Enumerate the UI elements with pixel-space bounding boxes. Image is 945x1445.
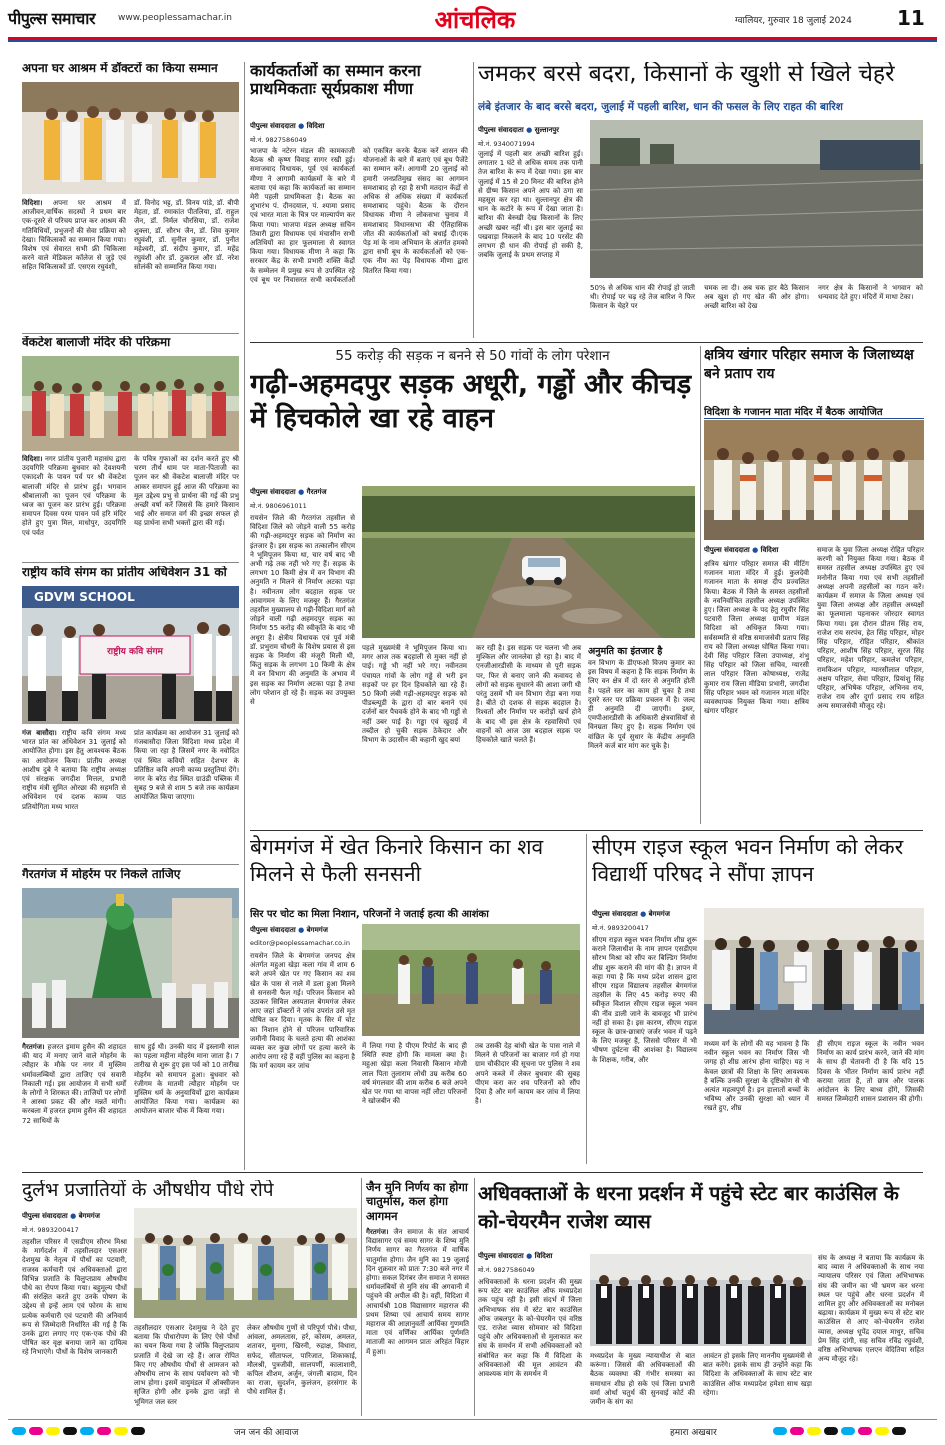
body-col1: जुलाई में पहली बार अच्छी बारिश हुई। लगातार 1 घंटे से अधिक समय तक पानी तेज बारिश के रूप में देखा गया। इस बार जुलाई में 15 से 20 मिनट की बारिश होने से ग्रीष्म किसान अपने आप को ठगा सा महसूस कर रहा था। सुल्तानपुर क्षेत्र की धान के कटोरे के रूप में देखा जाता है। बारिश की बेरुखी देख किसानों के लिए अच्छी खबर नहीं थी। इस बार जुलाई का पखवाड़ा निकलने के बाद 10 परसेंट की लगभग ही धान की रोपाई हो सकी है, जबकि जुलाई के प्रथम सप्ताह में [478, 150, 583, 260]
mobile-number: मो.नं. 9827586049 [250, 136, 307, 144]
byline-source: पीपुल्स संवाददाता [478, 126, 524, 134]
byline-dot-icon: ● [526, 1252, 533, 1260]
body-col2: समाज के युवा जिला अध्यक्ष रोहित परिहार करणी को नियुक्त किया गया। बैठक में समस्त तहसील अध्यक्ष उपस्थित हुए एवं मनोनीत किया गया एवं सभी तहसीलों अध्यक्ष अपनी तहसीलों का गठन करें। कार्यक्रम में समाज के जिला अध्यक्ष एवं युवा जिला अध्यक्ष और तहसील अध्यक्षों का फूलमाला पहनाकर जोरदार स्वागत किया गया। इस दौरान प्रीतम सिंह राय, राजेश राय सरपंच, हेत सिंह परिहार, मोहर सिंह परिहार, रोहित परिहार, श्रीकांत परिहार, आशीष सिंह परिहार, सूरज सिंह परिहार, महेश परिहार, कमलेश परिहार, रामकिशन परिहार, ग्यारसीलाल परिहार, अक्षय परिहार, सेवा परिहार, प्रियांशु सिंह परिहार, अभिषेक परिहार, अभिनव राय, राजेश राय और दुर्गा प्रसाद राय सहित अन्य समाजसेवी मौजूद रहे। [817, 546, 924, 711]
divider [22, 333, 239, 334]
dateline: गैरतगंज। [22, 1043, 45, 1051]
body-col2: प्रांत कार्यक्रम का आयोजन 31 जुलाई को गंजबासौदा जिला विदिशा मध्य प्रदेश में किया जा रहा है जिसमें नगर के नवोदित एवं स्थित कवियों सहित देशभर के प्रतिष्ठित कवि अपनी काव्य प्रस्तुतियां देंगे। नगर के बरेठ रोड स्थित ग्राउंडी पब्लिक में सुबह 9 बजे से शाम 5 बजे तक कार्यक्रम आयोजित किया जाएगा। [134, 729, 239, 802]
divider [250, 830, 923, 831]
mobile-number: मो.नं. 9893200417 [22, 1226, 79, 1234]
column-rule [244, 62, 245, 1170]
mobile-number: मो.नं. 9340071994 [478, 140, 535, 148]
dateline: गंज बासौदा। [22, 729, 57, 737]
footer-rule [8, 1419, 937, 1420]
headline: दुर्लभ प्रजातियों के औषधीय पौधे रोपे [22, 1180, 274, 1201]
photo-muharram [22, 888, 239, 1038]
byline [478, 1252, 552, 1261]
headline: कार्यकर्ताओं का सम्मान करना प्राथमिकताः सूर्यप्रकाश मीणा [250, 62, 421, 98]
headline: क्षत्रिय खंगार परिहार समाज के जिलाध्यक्ष बने प्रताप राय [704, 347, 914, 382]
byline-place: बेगमगंज [78, 1212, 100, 1220]
photo-plants [134, 1208, 357, 1318]
byline-source: पीपुल्स संवाददाता [704, 546, 750, 554]
column-rule [361, 1178, 362, 1416]
mobile-number: मो.नं. 9893200417 [592, 924, 649, 932]
article-cmrise [592, 834, 924, 1166]
body-text: अपना घर आश्रम में आजीवन,वार्षिक सदस्यों ने प्रथम बार एक-दूसरे से परिचय प्राप्त कर आश्रम की गतिविधियों, प्रभुजनों की सेवा प्रक्रिया को देखा। चिकित्सकों का सम्मान किया गया। विशेष एवं सेवारत सभी फ्री चिकित्सा करने वाले मेडिकल कॉलेज से जुड़े एवं सहित चिकित्सकों डॉ. एसएस रघुवंशी, [22, 199, 126, 272]
body-col1: अधिवक्ताओं के धरना प्रदर्शन की मुख्य रूप स्टेट बार काउंसिल ऑफ मध्यप्रदेश तक पहुंच रही है। इसी संदर्भ में जिला अभिभाषक संघ में स्टेट बार काउंसिल ऑफ जबलपुर के को-चेयरमैन एवं वरिष्ठ एड. राजेश व्यास सोमवार को विदिशा पहुंचे और अधिवक्ताओं से मुलाकात कर संघ के समर्थन में सभी अधिवक्ताओं को संबोधित कर कहा कि मैं विदिशा के अधिवक्ताओं की मूल आवंटन की आवश्यक मांग के समर्थन में [478, 1278, 582, 1379]
box-title: अनुमति का इंतजार है [588, 646, 663, 657]
body-col2: डॉ. विनोद भट्ट, डॉ. विनय पांडे, डॉ. बीपी मेहता, डॉ. रमाकांत पीतलिया, डॉ. राहुल जैन, डॉ. निर्मल चौरसिया, डॉ. राजेश शुक्ला, डॉ. सौरभ जैन, डॉ. शिव कुमार रघुवंशी, डॉ. सुनील कुमार, डॉ. पुनीत महेश्वरी, डॉ. संदीप कुमार, डॉ. महेंद्र रघुवंशी और डॉ. ठुकराल और डॉ. नरेश सोलंकी को सम्मानित किया गया। [134, 199, 239, 272]
headline: राष्ट्रीय कवि संगम का प्रांतीय अधिवेशन 31 को [22, 566, 227, 579]
paper-name: पीपुल्स समाचार [8, 9, 95, 28]
headline: गैरतगंज में मोहर्रम पर निकले ताजिए [22, 868, 181, 881]
article-khangar [704, 346, 924, 826]
subhead: लंबे इंतजार के बाद बरसे बदरा, जुलाई में पहली बारिश, धान की फसल के लिए राहत की बारिश [478, 101, 843, 113]
headline: वेंकटेश बालाजी मंदिर की परिक्रमा [22, 336, 171, 349]
mobile-number: मो.नं. 9827586049 [478, 1266, 535, 1274]
body-col3: ही सीएम राइज स्कूल के नवीन भवन निर्माण का कार्य प्रारंभ करने, जाने की मांग के साथ ही चेतावनी दी है कि यदि 15 दिवस के भीतर निर्माण कार्य प्रारंभ नहीं कराया जाता है, तो छात्र और पालक आंदोलन के लिए बाध्य होंगे, जिसकी समस्त जिम्मेदारी शासन प्रशासन की होगी। [817, 1040, 924, 1104]
column-rule [700, 346, 701, 824]
section-title: आंचलिक [434, 6, 516, 34]
article-farmer [250, 834, 580, 1166]
column-rule [474, 1178, 475, 1416]
photo-rain [590, 120, 923, 278]
byline [250, 122, 324, 131]
byline-source: पीपुल्स संवाददाता [250, 488, 296, 496]
box-body: वन विभाग के डीएफओ विजय कुमार का इस विषय में कहना है कि सड़क निर्माण के लिए वन क्षेत्र में दो स्तर से अनुमति होती है। पहले स्तर का काम हो चुका है तथा दूसरे स्तर पर प्रक्रिया प्रचलन में है। जल्द ही अनुमति दी जाएगी। इधर, एमपीआरडीसी के अधिकारी क्षेत्रवासियों से विनम्रता किए हुए है। सड़क निर्माण एवं वांछित के पूर्व सुधार के केंद्रीय अनुमति मिलने कर्ज बार मांग कर चुके है। [588, 659, 695, 750]
photo-khangar [704, 420, 924, 540]
article-rain [478, 62, 923, 338]
footer [0, 1419, 945, 1445]
byline [478, 126, 559, 135]
headline: अधिवक्ताओं के धरना प्रदर्शन में पहुंचे स्टेट बार काउंसिल के को-चेयरमैन राजेश व्यास [478, 1182, 899, 1233]
headline: अपना घर आश्रम में डॉक्टरों का किया सम्मान [22, 62, 218, 75]
byline [250, 926, 328, 935]
dateline: विदिशा। [22, 455, 43, 463]
body-col1 [22, 1043, 126, 1168]
photo-doctors [22, 82, 239, 194]
article-road [250, 346, 695, 826]
photo-road [362, 486, 695, 638]
color-bar-right [773, 1427, 933, 1435]
byline-dot-icon: ● [526, 126, 533, 134]
photo-cmrise [704, 908, 924, 1034]
subhead: सिर पर चोट का मिला निशान, परिजनों ने जताई हत्या की आशंका [250, 909, 489, 920]
email: editor@peoplessamachar.co.in [250, 939, 350, 947]
body-col3: तब उसकी देह बांधी खेत के पास नाले में मिलने से परिजनों का बाजार गर्म हो गया ग्राम चौकीदार की सूचना पर पुलिस ने शव अपने कब्जे में लेकर बुधवार की सुबह पीएम करा कर शव परिजनों को सौंप दिया है और मर्ग कायम कर जांच में लिया है। [475, 1042, 580, 1106]
body-col3: कर रही है। इस सड़क पर चलना भी अब मुश्किल और जानलेवा हो रहा है। बाद में एनजीआरडीसी के माध्यम से पूरी सड़क पर, फिर से बनाए जाने की कवायद से लोगों को सड़क सुधारने की आशा जगी थी परंतु उसमें भी वन विभाग रोड़ा बना गया है। बीते दो दशक से सड़क बदहाल है। रिश्वतों और निर्माण पर करोड़ों खर्च होने के बाद भी इस क्षेत्र के रहवासियों एवं वाहनों को आज उस बदहाल सड़क पर हिचकोले खाते चलते हैं। [476, 644, 581, 745]
article-advocates [478, 1180, 924, 1416]
body-text: भाजपा के नटेरन मंडल की कामकाजी बैठक श्री कृष्ण विवाह सागर रखी हुई। समाजवाद विधायक, पूर्व एवं कार्यकर्ता मीणा ने आगामी कार्यक्रमों के बारे में बताया एवं कहा कि कार्यकर्ता का सम्मान मेरी पहली प्राथमिकता है। बैठक का शुभारंभ पं. दीनदयाल, पं. श्यामा प्रसाद एवं भारत माता के चित्र पर माल्यार्पण कर किया गया। भाजपा मंडल अध्यक्ष सचिन तिवारी द्वारा विधायक एवं मंचासीन सभी अतिथियों का हार फूलमाला से स्वागत किया गया। विधायक मीणा ने कहा कि सरकार केंद्र के सभी प्रभारी शक्ति केंद्रों के सम्मेलन में प्रमुख रूप से उपस्थित रहे एवं बूथ पर निवासरत सभी कार्यकर्ताओं को एकत्रित करके बैठक करें शासन की योजनाओं के बारे में बताएं एवं बूथ पैजेंटे का सम्मान करें। आगामी 20 जुलाई को हमारी जनप्रतिमुख संसद का आगमन समशाबाद हो रहा है सभी मतदान केंद्रों से अधिक से अधिक संख्या में कार्यकर्ता समशाबाद पहुंचे। बैठक के दौरान विधायक मीणा ने लोकसभा चुनाव में समशाबाद विधानसभा की ऐतिहासिक जीत की कार्यकर्ताओं को बधाई दी।एक पेड़ मां के नाम अभियान के अंतर्गत हमको द्वारा सभी बूथ के कार्यकर्ताओं को एक-एक नीम का पेड़ विधायक मीणा द्वारा वितरित किया गया। [250, 147, 468, 284]
body-col2: मध्यम वर्ग के लोगों की यह भावना है कि नवीन स्कूल भवन का निर्माण जिस भी जगह हो शीघ्र आरंभ होना चाहिए। यह न केवल छात्रों की शिक्षा के लिए आवश्यक है बल्कि उनकी सुरक्षा के दृष्टिकोण से भी अत्यंत महत्वपूर्ण है। इन हालातों बच्चों के भविष्य और उनकी सुरक्षा को ध्यान में रखते हुए, शीघ्र [704, 1040, 809, 1113]
permission-box [588, 644, 695, 824]
byline-source: पीपुल्स संवाददाता [22, 1212, 68, 1220]
byline [704, 546, 778, 555]
body-text: नगर प्रांतीय पुजारी महासंघ द्वारा उदयगिरि परिक्रमा बुधवार को देवशयनी एकादशी के पावन पर्व पर श्री वेंकटेश बालाजी मंदिर से प्रारंभ हुई। भगवान श्रीबालाजी का पूजन एवं परिक्रमा के ध्वज का पूजन कर प्रारंभ हुई। परिक्रमा समापन दिवस परम पावन पर्व हरि मंदिर होते हुए पुत्रा मिल, माधोपुर, उदयगिरि एवं पर्वत [22, 455, 126, 537]
byline-dot-icon: ● [640, 910, 647, 918]
byline-place: बेगमगंज [648, 910, 670, 918]
page-number: 11 [897, 6, 925, 30]
dateline: विदिशा। [22, 199, 43, 207]
article-surya [250, 62, 468, 338]
body-col3: आवंटन हो इसके लिए माननीय मुख्यमंत्री से बात करेंगे। इसके साथ ही उन्होंने कहा कि विदिशा के अधिवक्ताओं के साथ स्टेट बार काउंसिल ऑफ मध्यप्रदेश हमेशा साथ खड़ा रहेगा। [703, 1352, 812, 1397]
article-plants [22, 1180, 357, 1416]
photo-advocates [590, 1254, 812, 1346]
body-col2: 50% से अधिक धान की रोपाई हो जाती थी। रोपाई पर चढ़ रहे तेज बारिश ने फिर किसान के चेहरे पर [590, 284, 695, 311]
body-col2: साथ हुई थी। उनकी याद में इस्लामी साल का पहला महीना मोहर्रम माना जाता है। 7 तारीख से शुरू हुए इस पर्व को 10 तारीख मोहर्रम को समापन हुआ। बुधवार को रंजीगम के मातमी त्यौहार मोहर्रम पर मुस्लिम धर्म के अनुयायियों द्वारा कार्यक्रम आयोजित किया गया। कार्यक्रम का आयोजन बाजार चौक में किया गया। [134, 1043, 239, 1116]
body-col2: तहसीलदार एसआर देशमुख ने देते हुए बताया कि पौधारोपण के लिए ऐसे पौधों का चयन किया गया है जोकि विलुप्तप्राय प्रजाति में देखे जा रहे हैं। आज रोपित किए गए औषधीय पौधों से आमजन को औषधीय लाभ के साथ पर्यावरण को भी लाभ होगा। इसमें वायुमंडल में ऑक्सीजन सृजित होगी और इनके द्वारा जड़ों से भूमिगत जल स्तर [134, 1324, 239, 1406]
divider [22, 864, 239, 865]
masthead-rule-blue [8, 40, 937, 42]
byline-place: गैरतगंज [306, 488, 327, 496]
banner-school: GDVM SCHOOL [34, 590, 135, 604]
article-muharram [22, 868, 239, 1168]
body-col1 [22, 729, 126, 857]
body-col2: मध्यप्रदेश के मुख्य न्यायाधीश से बात करूंगा। जिससे की अधिवक्ताओं की बैठक व्यवस्था की गंभीर समस्या का समाधान शीघ्र हो सके एवं जिला प्रभारी वर्मा ओर्था चतुर्थ की सुनवाई कोर्ट की जमीन के संग का [590, 1352, 695, 1407]
photo-farmer [362, 924, 580, 1036]
kicker: 55 करोड़ की सड़क न बनने से 50 गांवों के लोग परेशान [335, 348, 610, 364]
photo-kavi [22, 586, 239, 724]
dateline: गैरतगंज। [366, 1228, 389, 1236]
headline: जमकर बरसे बदरा, किसानों के खुशी से खिले चेहरे [478, 62, 895, 87]
byline [250, 488, 327, 497]
article-kavi [22, 566, 239, 860]
byline-source: पीपुल्स संवाददाता [478, 1252, 524, 1260]
masthead [0, 0, 945, 44]
byline-place: बेगमगंज [306, 926, 328, 934]
byline-place: विदिशा [306, 122, 325, 130]
divider [250, 342, 923, 343]
body-text: राष्ट्रीय कवि संगम मध्य भारत प्रांत का अधिवेशन 31 जुलाई को आयोजित होगा। इस हेतु आवश्यक बैठक का आयोजन किया। प्रांतीय अध्यक्ष आशीष दुबे ने बताया कि राष्ट्रीय अध्यक्ष एवं संरक्षक जगदीश मित्तल, प्रभारी राष्ट्रीय मंत्री सुमित ओरछा की सहमति से अधिवेशन एवं दशक काव्य पाठ प्रतियोगिता मध्य भारत [22, 729, 126, 811]
mobile-number: मो.नं. 9806961011 [250, 502, 307, 510]
byline-dot-icon: ● [298, 926, 305, 934]
divider [22, 562, 239, 563]
headline: जैन मुनि निर्णय का होगा चातुर्मास, कल होगा आगमन [366, 1180, 468, 1223]
body-col1: तहसील परिसर में एसडीएम सौरभ मिश्रा के मार्गदर्शन में तहसीलदार एसआर देशमुख के नेतृत्व में पौधों का पटवारी, राजस्व कर्मचारी एवं अधिवक्ताओं द्वारा विभिन्न प्रजाति के विलुप्तप्राय औषधीय पौधे का रोपण किया गया। बहुमूल्य पौधों की संरक्षित करते हुए उनके पोषण के उद्देश्य से इन्हें आम एवं फोरम के साथ प्रत्येक कर्मचारी एवं पटवारी की अनिवार्य रूप से जिम्मेदारी निर्धारित की गई है कि उनके द्वारा लगाए गए एक-एक पौधे की पोषित कर वृक्ष बनाया जाने का दायित्व रहे निभाएंगे। पौधों के विशेष जानकारी [22, 1238, 127, 1357]
body-col2: में लिया गया है पीएम रिपोर्ट के बाद ही स्थिति स्पष्ट होगी कि मामला क्या है। महुआ खेड़ा कला निवासी किसान मोजी लाल पिता तुलाराम लोधी उम्र करीब 60 वर्ष मंगलवार की शाम करीब 6 बजे अपने खेत पर गया था वापस नहीं लौटा परिजनों ने खोजबीन की [362, 1042, 467, 1106]
body-col2: के पवित्र गुफाओं का दर्शन करते हुए श्री चरण तीर्थ धाम पर माता-पिताजी का पूजन कर श्री वेंकटेश बालाजी मंदिर पर आकर समापन हुई आज की परिक्रमा का मूल उद्देश्य प्रभु से प्रार्थना की गई की प्रभु अच्छी वर्षा करें जिससे कि हमारे किसान भाई और समाज वर्ग की इच्छा सफल हो यह प्रार्थना सभी भक्तों द्वारा की गई। [134, 455, 239, 528]
body-col3: चमक ला दी। अब चक हार बैठे किसान अब खुश हो गए खेत की ओर होगा। अच्छी बारिश को देख [704, 284, 809, 311]
byline [592, 910, 670, 919]
website-link[interactable]: www.peoplessamachar.in [118, 13, 232, 23]
byline-place: सुल्तानपुर [534, 126, 560, 134]
byline-source: पीपुल्स संवाददाता [250, 926, 296, 934]
body-col4: नगर क्षेत्र के किसानों ने भगवान को धन्यवाद देते हुए। मंदिरों में माथा टेका। [818, 284, 923, 302]
body-col1: क्षत्रिय खंगार परिहार समाज की मीटिंग गजानन माता मंदिर में हुई। कुलदेवी गजानन माता के समक्ष दीप प्रज्वलित किया। बैठक में जिले के समस्त तहसीलों के नवनिर्वाचित तहसील अध्यक्ष उपस्थित हुए। जिला अध्यक्ष के पद हेतु रघुवीर सिंह पटवारी जिला अध्यक्ष ग्रामीण मंडल विदिशा को अधिकृत किया गया। सर्वसम्मति से वरिष्ठ समाजसेवी प्रताप सिंह राय को जिला अध्यक्ष घोषित किया गया। देवी सिंह परिहार जिला उपाध्यक्ष, शंभु सिंह परिहार को जिला सचिव, ग्यारसी लाल परिहार जिला कोषाध्यक्ष, राजेंद्र कुमार राय जिला मीडिया प्रभारी, जगदीश सिंह परिहार भवन को गजानन माता मंदिर व्यवस्थापक नियुक्त किया गया। क्षत्रिय खंगार परिहार [704, 560, 809, 716]
column-rule [473, 62, 474, 338]
byline-source: पीपुल्स संवाददाता [250, 122, 296, 130]
body-col1: रायसेन जिले की गैरतगंज तहसील से विदिशा जिले को जोड़ने वाली 55 करोड़ की गढ़ी-अहमदपुर सड़क को निर्माण का इंतजार है। इस सड़क का तत्कालीन सीएम ने भूमिपूजन किया था, चार वर्ष बाद भी अभी गढ़े तक नहीं भरे गए हैं। सड़क के लगभग 10 किमी क्षेत्र में वन विभाग की अनुमति न मिलने से निर्माण अटका पड़ा है। नवीनतम लोग बदहाल सड़क पर आवागमन के लिए मजबूर हैं। गैरतगंज तहसील मुख्यालय से गढ़ी-विदिशा मार्ग को जोड़ने वाली गढ़ी अहमदपुर सड़क का निर्माण 55 करोड़ की स्वीकृति के बाद भी अधूरा है। क्षेत्रीय विधायक एवं पूर्व मंत्री डॉ. प्रभुराम चौधरी के विशेष प्रयास से इस सड़क के निर्माण की मंजूरी मिली थी, किंतु सड़क के लगभग 10 किमी के क्षेत्र में वन विभाग की अनुमति के अभाव में इस सड़क का निर्माण अटका पड़ा है तथा लोग परेशान हो रहे हैं। सड़क का उपयुक्त से [250, 514, 355, 707]
footer-slogan-right: हमारा अखबार [670, 1428, 717, 1438]
byline-place: विदिशा [760, 546, 779, 554]
article-venkatesh [22, 336, 239, 558]
body-col1 [22, 455, 126, 555]
subhead: विदिशा के गजानन माता मंदिर में बैठक आयोजित [704, 404, 924, 419]
banner-text: राष्ट्रीय कवि संगम [107, 647, 163, 657]
paper-logo [8, 7, 126, 28]
headline: बेगमगंज में खेत किनारे किसान का शव मिलने से फैली सनसनी [250, 835, 544, 887]
byline-source: पीपुल्स संवाददाता [592, 910, 638, 918]
byline-dot-icon: ● [752, 546, 759, 554]
dateline: ग्वालियर, गुरुवार 18 जुलाई 2024 [735, 16, 852, 26]
body-col1: रायसेन जिले के बेगमगंज जनपद क्षेत्र अंतर्गत महुआ खेड़ा कला गांव में शाम 6 बजे अपने खेत पर गए किसान का शव खेत के पास से नाले में डला हुआ मिलने से सनसनी फैल गई। परिजन किसान को उठाकर सिविल अस्पताल बेगमगंज लेकर आए जहां डॉक्टरों ने जांच उपरांत उसे मृत घोषित कर दिया। मृतक के सिर में चोट का निशान होने से परिजन पारिवारिक जमीनी विवाद के चलते हत्या की आशंका व्यक्त कर कुछ लोगों पर हत्या करने के आरोप लगा रहे हैं वहीं पुलिस का कहना है कि मर्ग कायम कर जांच [250, 952, 355, 1071]
byline-dot-icon: ● [70, 1212, 77, 1220]
byline [22, 1212, 100, 1221]
photo-venkatesh [22, 356, 239, 451]
article-jain [366, 1180, 469, 1416]
byline-dot-icon: ● [298, 488, 305, 496]
column-rule [586, 834, 587, 1164]
article-doctors [22, 62, 239, 330]
body-col1 [22, 199, 126, 329]
byline-dot-icon: ● [298, 122, 305, 130]
body-text [366, 1228, 469, 1414]
headline: गढ़ी-अहमदपुर सड़क अधूरी, गड्ढों और कीचड़ में हिचकोले खा रहे वाहन [250, 369, 692, 434]
body-col3: लेकर औषधीय गुणों से परिपूर्ण पौधे। पौधा, आंवला, अमलतास, हर्र, कोसम, अमलत, शतावर, मुनगा, खिरनी, रुद्राक्ष, विधारा, सफेद, सीताफल, पारिजात, शिकाकाई, मौलश्री, पुत्रजीवी, सालपर्णी, कालाशारी, कपिल शीशम, अर्जुन, जंगली बादाम, दिन का राजा, सुदर्शन, कुलंजन, हरसंगार के पौधे शामिल हैं। [247, 1324, 357, 1397]
body-text-inner: जैन समाज के संत आचार्य विद्यासागर एवं समय सागर के शिष्य मुनि निर्णय सागर का गैरतगंज में वार्षिक चातुर्मास होगा। जैन मुनि का 19 जुलाई दिन शुक्रवार को प्रातः 7:30 बजे नगर में होगा। सकल दिगंबर जैन समाज ने समस्त धर्मावलंबियों से मुनि संघ की अगवानी में पहुंचने की अपील की है। वहीं, विदिशा में आचार्यश्री 108 विद्यासागर महाराज की प्रथम शिष्या एवं आचार्य समय सागर महाराज की आज्ञानुवर्ती आर्यिका गुणमति माता एवं वर्णिका आर्यिका पूर्णमति माताजी का आगमन प्रातः अरिहंत विहार में हुआ। [366, 1228, 469, 1356]
headline: सीएम राइज स्कूल भवन निर्माण को लेकर विद्यार्थी परिषद ने सौंपा ज्ञापन [592, 835, 904, 887]
body-col1: सीएम राइज स्कूल भवन निर्माण शीघ्र शुरू कराने जिलाधीश के नाम ज्ञापन एसडीएम सौरभ मिश्रा को सौंप कर बिल्डिंग निर्माण शीघ्र शुरू कराने की मांग की है। ज्ञापन में कहा गया है कि मध्य प्रदेश शासन द्वारा सीएम राइज विद्यालय तहसील बेगमगंज तहसील के लिए 45 करोड़ रुपए की स्वीकृत विशाल सीएम राइज स्कूल भवन की नींव डाली जाने के बावजूद भी प्रारंभ नहीं हो सका है। इस कारण, सीएम राइज स्कूल के छात्र-छात्राएं जर्जर भवन में पढ़ने के लिए मजबूर हैं, जिससे परिसर में भी भीषण दुर्घटना की आशंका है। विद्यालय के शिक्षक, गरीब, और [592, 936, 697, 1064]
byline-place: विदिशा [534, 1252, 553, 1260]
body-text: हजरत इमाम हुसैन की शहादत की याद में मनाए जाने वाले मोहर्रम के त्यौहार के मौके पर नगर में मुस्लिम धर्मावलम्बियों द्वारा ताजिए एवं सवारी निकाली गई। इस आयोजन में सभी धर्मों के लोगों ने शिरकत की। ताजियों पर लोगों ने आस्था प्रकट की और मन्नतें मांगी। करबला में हजरत इमाम हुसैन की शहादत 72 साथियों के [22, 1043, 126, 1125]
body-col4: संघ के अध्यक्ष ने बताया कि कार्यक्रम के बाद व्यास ने अधिवक्ताओं के साथ नया न्यायालय परिसर एवं जिला अभिभाषक संघ की जमीन का भी भ्रमण कर धरना स्थल पर पहुंचे और धरना प्रदर्शन में शामिल हुए और अधिवक्ताओं का मनोबल बढ़ाया। कार्यक्रम में मुख्य रूप से स्टेट बार काउंसिल से आए को-चेयरमैन राजेश व्यास, अध्यक्ष धूपेंद्र दयाल माथुर, सचिव प्रेम सिंह दांगी, सह सचिव रविंद्र रघुवंशी, वरिष्ठ अभिभाषक एलएन वेदितिया सहित अन्य मौजूद रहे। [818, 1254, 924, 1364]
color-bar-left [12, 1427, 172, 1435]
body-col2: पहले मुख्यमंत्री ने भूमिपूजन किया था। मगर आज तक बदहाली से मुक्त नहीं हो पाई। गड्ढे भी नहीं भरे गए। नवीनतम पंचायत गांवों के लोग गड्ढे से भरी इन सड़कों पर हर दिन हिचकोले खा रहे हैं। 50 किमी लंबी गढ़ी-अहमदपुर सड़क को पीडब्ल्यूडी के द्वारा दो बार बनाने एवं दर्जनों बार पैचवर्क होने के बाद भी गड्ढों से नहीं उबर पाई है। गड्ढा एवं खुदाई में तब्दील हो चुकी सड़क ठेकेदार और विभाग के उदासीन की कहानी खुद बयां [362, 644, 467, 745]
divider [250, 1172, 923, 1173]
footer-slogan-left: जन जन की आवाज [234, 1428, 299, 1438]
